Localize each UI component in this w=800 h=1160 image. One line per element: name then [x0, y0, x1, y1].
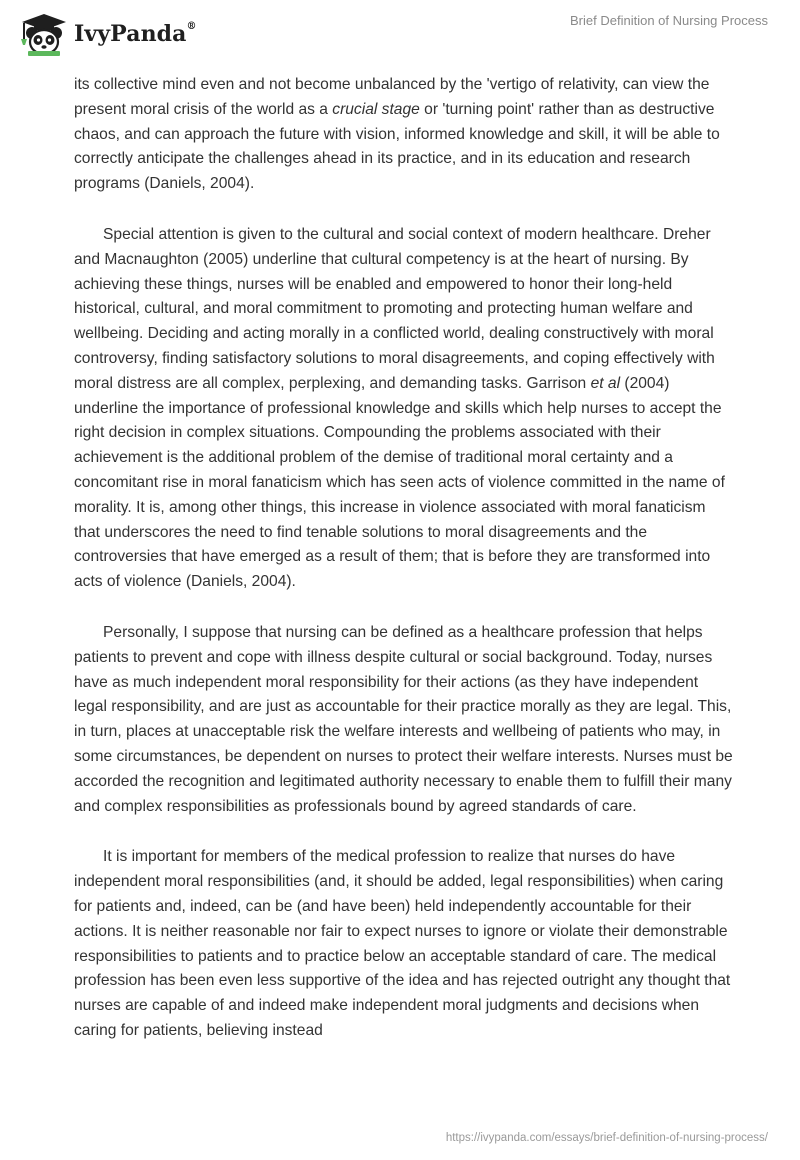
essay-body — [74, 73, 734, 1070]
text-run: its collective mind even and not become unbalanced by the 'vertigo of relativity, can view the present moral crisis of the world as a — [74, 76, 710, 118]
paragraph — [74, 621, 734, 819]
source-url[interactable]: https://ivypanda.com/essays/brief-definition-of-nursing-process/ — [445, 1132, 768, 1144]
text-run: Special attention is given to the cultural and social context of modern healthcare. Dreher and Macnaughton (2005) underline that cultural competency is at the heart of nursing. By achieving these things, nurses will be enabled and empowered to honor their long-held historical, cultural, and moral commitment to promoting and protecting human welfare and wellbeing. Deciding and acting morally in a conflicted world, dealing constructively with moral controversy, finding satisfactory solutions to moral disagreements, and coping effectively with moral distress are all complex, perplexing, and demanding tasks. Garrison — [74, 225, 715, 392]
panda-graduate-icon — [14, 11, 70, 57]
brand-logo[interactable] — [14, 10, 197, 58]
text-run: Personally, I suppose that nursing can be defined as a healthcare profession that helps patients to prevent and cope with illness despite cultural or social background. Today, nurses have as much independent moral responsibility for their actions (as they have independent legal responsibility, and are just as accountable for their practice morally as they are legal. This, in turn, places at unacceptable risk the welfare interests and wellbeing of patients who may, in some circumstances, be dependent on nurses to protect their welfare interests. Nurses must be accorded the recognition and legitimated authority necessary to enable them to fulfill their many and complex responsibilities as professionals bound by agreed standards of care. — [74, 623, 733, 815]
text-run: (2004) underline the importance of professional knowledge and skills which help nurses to accept the right decision in complex situations. Compounding the problems associated with their achievement is the additional problem of the demise of traditional moral certainty and a concomitant rise in moral fanaticism which has seen acts of violence committed in the name of morality. It is, among other things, this increase in violence associated with moral fanaticism that underscores the need to find tenable solutions to moral disagreements and the controversies that have emerged as a result of them; that is before they are transformed into acts of violence (Daniels, 2004). — [74, 374, 725, 591]
paragraph — [74, 73, 734, 197]
italic-text: et al — [590, 374, 621, 392]
page-header — [0, 0, 800, 70]
paragraph — [74, 845, 734, 1043]
text-run: It is important for members of the medical profession to realize that nurses do have independent moral responsibilities (and, it should be added, legal responsibilities) when caring for patients and, indeed, can be (and have been) held independently accountable for their actions. It is neither reasonable nor fair to expect nurses to ignore or violate their demonstrable responsibilities to patients and to practice below an acceptable standard of care. The medical profession has been even less supportive of the idea and has rejected outright any thought that nurses are capable of and indeed make independent moral judgments and decisions when caring for patients, believing instead — [74, 848, 731, 1039]
italic-text: crucial stage — [332, 100, 420, 118]
paragraph — [74, 223, 734, 595]
brand-name: IvyPanda® — [74, 20, 197, 47]
text-run: or 'turning point' rather than as destructive chaos, and can approach the future with vision, informed knowledge and skill, it will be able to correctly anticipate the challenges ahead in its practice, and in its education and research programs (Daniels, 2004). — [74, 100, 720, 193]
document-title: Brief Definition of Nursing Process — [570, 13, 768, 28]
